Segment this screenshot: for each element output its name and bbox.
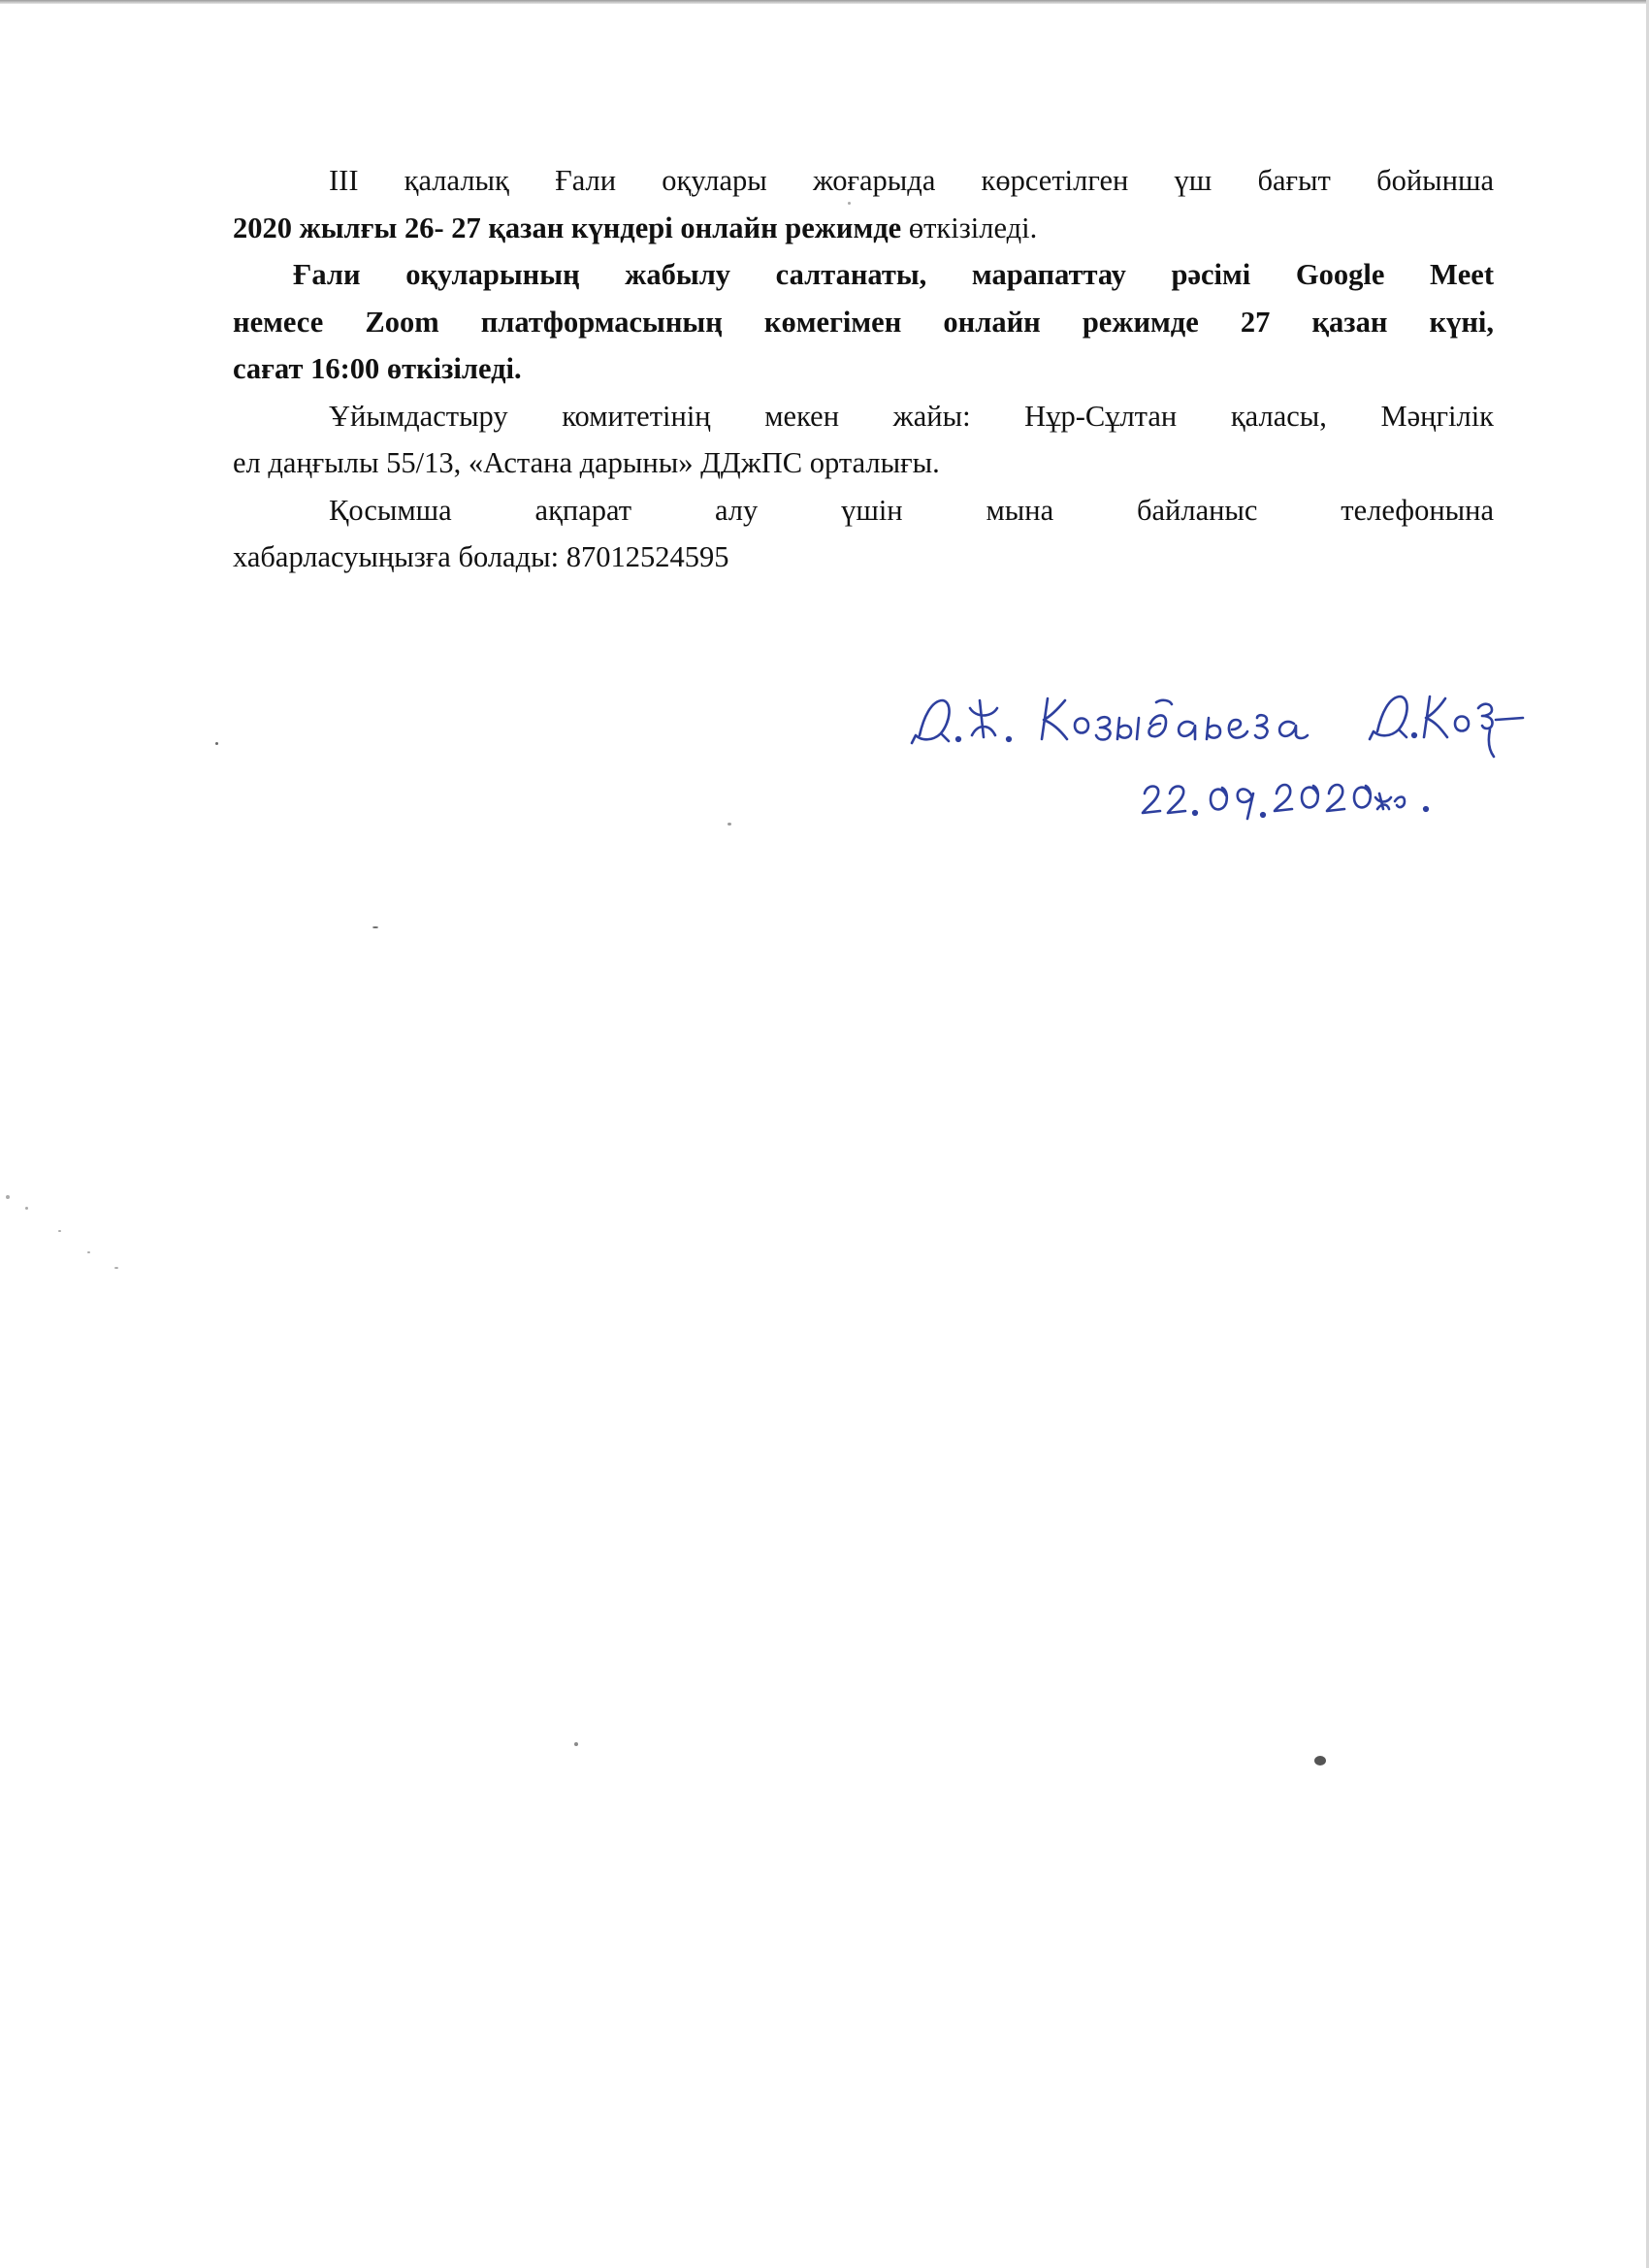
paragraph-line: немесе Zoom платформасының көмегімен онлайн режимде 27 қазан күні,	[233, 305, 1494, 339]
paragraph-line: III қалалық Ғали оқулары жоғарыда көрсетілген үш бағыт бойынша	[329, 164, 1494, 197]
paragraph-closing-ceremony	[233, 251, 1494, 393]
scan-speck	[58, 1230, 61, 1232]
scan-top-edge	[0, 0, 1649, 4]
paragraph-line: ел даңғылы 55/13, «Астана дарыны» ДДжПС орталығы.	[233, 446, 940, 479]
paragraph-line: Қосымша ақпарат алу үшін мына байланыс телефонына	[329, 493, 1494, 527]
scan-speck	[87, 1251, 90, 1253]
bold-dates-text: 2020 жылғы 26- 27 қазан күндері онлайн режимде	[233, 211, 902, 244]
scan-speck	[6, 1195, 10, 1199]
scan-speck	[848, 202, 851, 205]
paragraph-line: сағат 16:00 өткізіледі.	[233, 352, 522, 385]
scan-speck	[1314, 1756, 1326, 1766]
document-body	[233, 157, 1494, 581]
scan-speck	[114, 1267, 118, 1269]
paragraph-line: 2020 жылғы 26- 27 қазан күндері онлайн режимде өткізіледі.	[233, 211, 1038, 244]
paragraph-line: хабарласуыңызға болады: 87012524595	[233, 540, 729, 573]
scan-speck	[215, 742, 218, 745]
paragraph-event-dates	[233, 157, 1494, 251]
paragraph-line: Ғали оқуларының жабылу салтанаты, марапаттау рәсімі Google Meet	[293, 258, 1494, 291]
scan-speck	[574, 1742, 578, 1746]
scan-speck	[728, 823, 731, 826]
scan-speck	[25, 1207, 28, 1210]
paragraph-line: Ұйымдастыру комитетінің мекен жайы: Нұр-Сұлтан қаласы, Мәңгілік	[329, 399, 1494, 433]
paragraph-committee-address	[233, 393, 1494, 487]
paragraph-contact-phone	[233, 487, 1494, 581]
scan-speck	[372, 926, 378, 928]
handwritten-signature	[902, 679, 1600, 825]
